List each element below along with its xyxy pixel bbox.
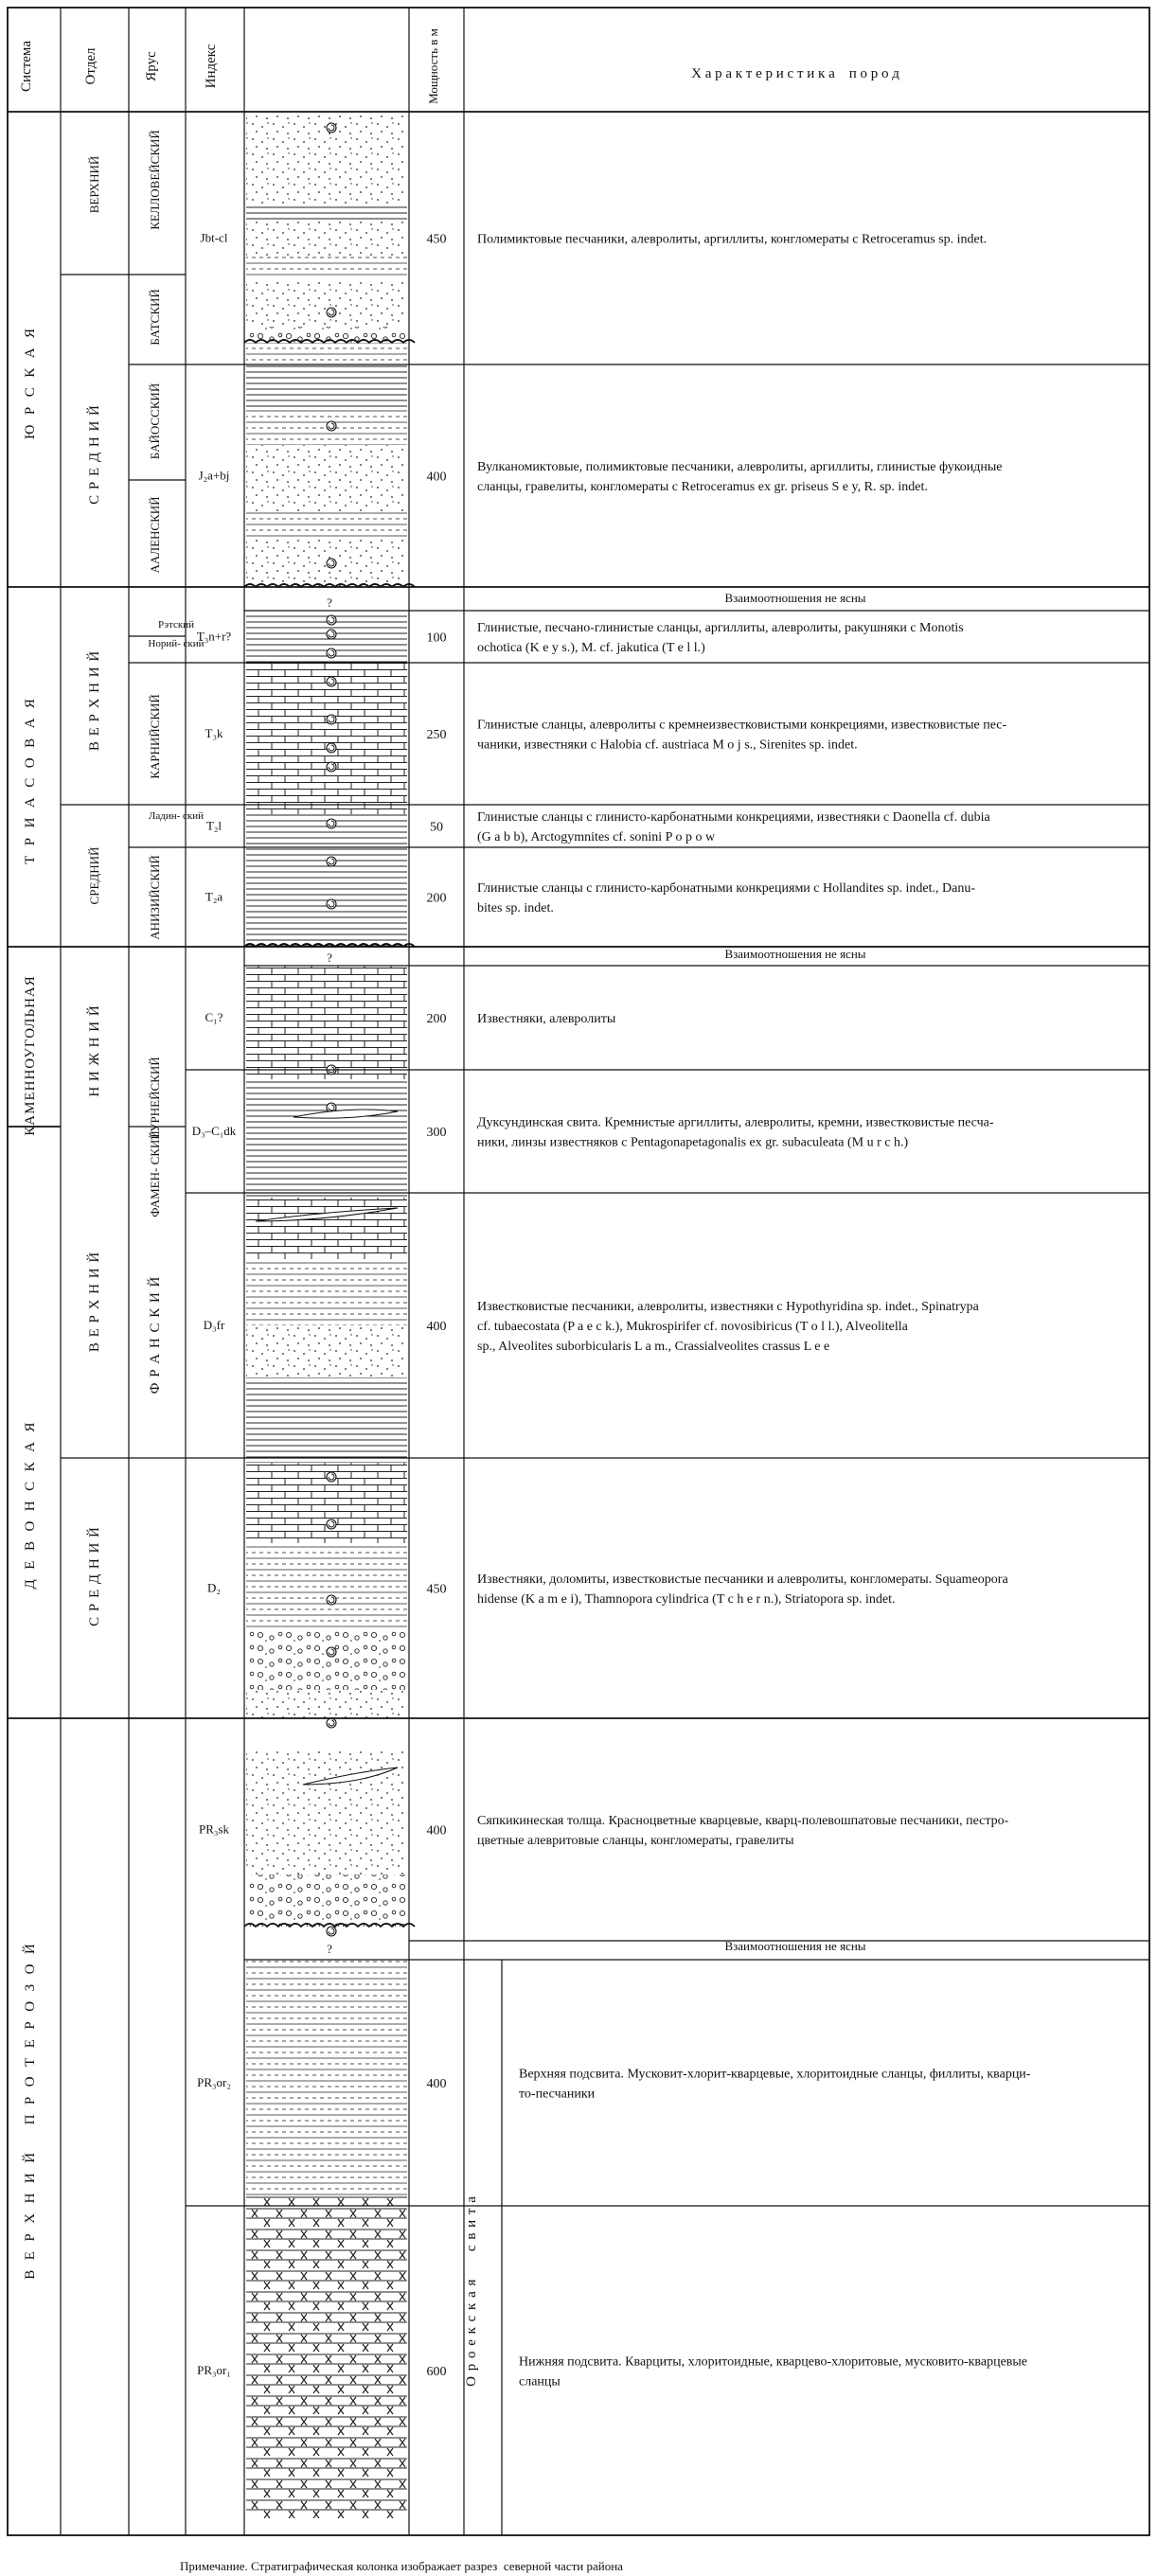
unit-description-line: Известняки, алевролиты	[477, 1012, 616, 1026]
lithology-band	[246, 1628, 407, 1690]
section-label-dev-upper: В Е Р Х Н И Й	[87, 1251, 102, 1353]
unconformity-mark: ?	[327, 595, 332, 610]
unit-index: PR₃sk	[199, 1821, 229, 1837]
unit-description-line: hidense (K a m e i), Thamnopora cylindrica (T c h e r n.), Striatopora sp. indet.	[477, 1592, 896, 1607]
lithology-band	[246, 364, 407, 409]
unit-thickness: 300	[426, 1126, 447, 1140]
lithology-band	[246, 1960, 407, 2196]
fossil-icon	[327, 857, 336, 866]
unit-thickness: 250	[426, 728, 447, 742]
unit-description-line: Известковистые песчаники, алевролиты, известняки с Hypothyridina sp. indet., Spinatrypa	[477, 1300, 979, 1314]
unit-description-line: Глинистые сланцы с глинисто-карбонатными конкрециями, известняки с Daonella cf. dubia	[477, 810, 990, 825]
unit-index: C₁?	[205, 1010, 223, 1024]
lithology-band	[246, 540, 407, 573]
section-label-jur-middle: С Р Е Д Н И Й	[87, 404, 102, 505]
unit-index: D₃fr	[203, 1318, 225, 1332]
fossil-icon	[327, 559, 336, 568]
unit-description-line: чаники, известняки с Halobia cf. austriaca M o j s., Sirenites sp. indet.	[477, 737, 858, 753]
system-label-carboniferous: КАМЕННОУГОЛЬНАЯ	[23, 975, 38, 1136]
lithology-band	[246, 256, 407, 279]
lithology-band	[246, 1079, 407, 1198]
lithology-band	[246, 511, 407, 540]
system-label-jurassic: Ю Р С К А Я	[23, 327, 38, 440]
stage-label-aalenian: ААЛЕНСКИЙ	[148, 496, 162, 574]
section-label-tri-upper: В Е Р Х Н И Й	[87, 649, 102, 752]
system-label-triassic: Т Р И А С О В А Я	[23, 698, 38, 864]
unit-index: D₂	[207, 1580, 221, 1595]
lithology-band	[246, 112, 407, 137]
header-thickness: Мощность в м	[426, 28, 440, 104]
unit-description-line: Глинистые, песчано-глинистые сланцы, аргиллиты, алевролиты, ракушняки с Monotis	[477, 621, 964, 635]
stage-label-bathonian: БАТСКИЙ	[148, 289, 162, 346]
unit-index: T₂l	[205, 818, 222, 833]
lithology-band	[246, 1259, 407, 1325]
unit-description-line: Нижняя подсвита. Кварциты, хлоритоидные, кварцево-хлоритовые, мусковито-кварцевые	[519, 2354, 1028, 2370]
unconformity-label: Взаимоотношения не ясны	[724, 947, 866, 961]
unit-thickness: 50	[430, 820, 443, 835]
unit-index: T₃n+r?	[196, 629, 232, 644]
unit-description-line: Сяпкикинеская толща. Красноцветные кварцевые, кварц-полевошпатовые песчаники, пестро-	[477, 1814, 1009, 1828]
unit-thickness: 400	[426, 2077, 447, 2091]
section-label-dev-middle: С Р Е Д Н И Й	[87, 1526, 102, 1626]
fossil-icon	[327, 123, 336, 133]
unit-description-line: sp., Alveolites suborbicularis L a m., Crassialveolites crassus L e e	[477, 1340, 830, 1354]
unconformity-mark: ?	[327, 1942, 332, 1956]
unit-thickness: 450	[426, 232, 447, 247]
lithology-band	[246, 814, 407, 847]
outer-frame	[8, 8, 1149, 2535]
table-grid	[8, 8, 1149, 2535]
unit-index: D₃–C₁dk	[191, 1124, 237, 1138]
unit-description-line: цветные алевритовые сланцы, конгломераты, гравелиты	[477, 1834, 794, 1848]
stage-label-ladinian: Ладин- ский	[148, 810, 205, 822]
lithology-band	[246, 279, 407, 327]
lithology-band	[246, 445, 407, 511]
lithology-band	[246, 966, 407, 1079]
unit-thickness: 400	[426, 1320, 447, 1334]
stage-label-frasnian: Ф Р А Н С К И Й	[148, 1275, 163, 1395]
fossil-icon	[327, 648, 336, 658]
system-labels	[22, 328, 38, 2280]
unconformity-label: Взаимоотношения не ясны	[724, 1939, 866, 1953]
lithology-band	[246, 343, 407, 364]
unit-description-line: то-песчаники	[519, 2087, 596, 2102]
section-label-tri-middle: СРЕДНИЙ	[87, 846, 101, 905]
stage-label-rhaetian: Рэтский	[157, 619, 195, 631]
unit-thickness: 600	[426, 2365, 447, 2379]
fossil-icon	[327, 715, 336, 724]
lithology-column	[244, 112, 415, 2518]
unit-description-line: Известняки, доломиты, известковистые песчаники и алевролиты, конгломераты. Squameopora	[477, 1572, 1008, 1587]
unit-index: PR₃or₂	[197, 2075, 231, 2089]
fossil-icon	[327, 1647, 336, 1657]
stage-label-famennian: ФАМЕН- СКИЙ	[148, 1130, 162, 1217]
unit-index: PR₃or₁	[197, 2363, 231, 2377]
column-header	[19, 28, 899, 104]
section-label-carb-lower: Н И Ж Н И Й	[87, 1004, 102, 1097]
section-label-jur-upper: ВЕРХНИЙ	[87, 155, 101, 214]
lithology-band	[246, 1198, 407, 1259]
lithology-band	[246, 220, 407, 256]
fossil-icon	[327, 743, 336, 753]
lithology-band	[246, 1325, 407, 1377]
fossil-icon	[327, 899, 336, 909]
unconformity-mark: ?	[327, 950, 332, 965]
fossil-icon	[327, 421, 336, 431]
unit-index: J₂a+bj	[198, 468, 230, 483]
unit-thickness: 200	[426, 1012, 447, 1026]
unit-description-line: Полимиктовые песчаники, алевролиты, аргиллиты, конгломераты с Retroceramus sp. indet.	[477, 232, 988, 247]
unit-description-line: ochotica (K e y s.), M. cf. jakutica (T e l l.)	[477, 641, 705, 655]
unit-description-line: Глинистые сланцы с глинисто-карбонатными конкрециями с Hollandites sp. indet., Danu-	[477, 881, 975, 896]
footnote: Примечание. Стратиграфическая колонка изображает разрез северной части района	[180, 2559, 623, 2573]
unit-index: T₃k	[205, 726, 223, 740]
system-label-proterozoic: В Е Р Х Н И Й П Р О Т Е Р О З О Й	[23, 1943, 38, 2280]
header-characteristic: Х а р а к т е р и с т и к а п о р о д	[691, 66, 899, 81]
unit-thickness: 200	[426, 891, 447, 906]
header-system: Система	[19, 41, 34, 92]
lithology-band	[246, 204, 407, 220]
stage-labels	[147, 130, 205, 1394]
fossil-icon	[327, 762, 336, 772]
lithology-band	[246, 2196, 407, 2518]
lithology-band	[246, 1874, 407, 1927]
unit-description-line: сланцы	[519, 2374, 561, 2389]
unit-description-line: Вулканомиктовые, полимиктовые песчаники, алевролиты, аргиллиты, глинистые фукоидные	[477, 460, 1003, 474]
stage-label-carnian: КАРНИЙСКИЙ	[148, 694, 162, 779]
unit-description-line: ники, линзы известняков с Pentagonapetagonalis ex gr. subaculeata (M u r c h.)	[477, 1135, 909, 1150]
fossil-icon	[327, 1718, 336, 1728]
fossil-icon	[327, 308, 336, 317]
stage-label-tournaisian: ТУРНЕЙСКИЙ	[148, 1057, 162, 1140]
stage-label-norian: Норий- ский	[148, 638, 205, 649]
unit-description-line: (G a b b), Arctogymnites cf. sonini P o p o w	[477, 830, 716, 844]
header-section: Отдел	[83, 47, 98, 85]
lithology-band	[246, 1543, 407, 1628]
header-stage: Ярус	[144, 51, 159, 81]
fossil-icon	[327, 1595, 336, 1605]
unit-description-line: Верхняя подсвита. Мусковит-хлорит-кварцевые, хлоритоидные сланцы, филлиты, кварци-	[519, 2067, 1031, 2082]
fossil-icon	[327, 1927, 336, 1936]
unconformity-notes	[327, 591, 866, 1956]
unit-description-line: bites sp. indet.	[477, 901, 554, 915]
unit-thickness: 400	[426, 470, 447, 485]
lithology-band	[246, 1377, 407, 1463]
unit-description-line: cf. tubaecostata (P a e c k.), Mukrospirifer cf. novosibiricus (T o l l.), Alveolitella	[477, 1320, 908, 1334]
lithology-band	[246, 137, 407, 204]
lithology-band	[246, 1690, 407, 1718]
system-label-devonian: Д Е В О Н С К А Я	[23, 1421, 38, 1590]
fossil-icon	[327, 1519, 336, 1529]
stage-label-bajocian: БАЙОССКИЙ	[148, 382, 162, 460]
stage-label-anisian: АНИЗИЙСКИЙ	[148, 855, 162, 940]
fossil-icon	[327, 677, 336, 686]
unit-description-line: Глинистые сланцы, алевролиты с кремнеизвестковистыми конкрециями, известковистые пес-	[477, 718, 1007, 733]
unconformity-label: Взаимоотношения не ясны	[724, 591, 866, 605]
unit-index: T₂a	[205, 889, 223, 904]
unit-description-line: Дуксундинская свита. Кремнистые аргиллиты, алевролиты, кремни, известковистые песча-	[477, 1115, 994, 1130]
fossil-icon	[327, 819, 336, 828]
unit-thickness: 450	[426, 1582, 447, 1597]
section-labels	[86, 156, 102, 1626]
stage-label-callovian: КЕЛЛОВЕЙСКИЙ	[148, 130, 162, 230]
suite-label: О р о е к с к а я с в и т а	[464, 2195, 479, 2387]
fossil-icon	[327, 615, 336, 625]
unit-thickness: 100	[426, 631, 447, 646]
unit-thickness: 400	[426, 1823, 447, 1839]
lithology-band	[246, 663, 407, 814]
fossil-icon	[327, 630, 336, 639]
fossil-icon	[327, 1472, 336, 1482]
header-index: Индекс	[204, 44, 219, 89]
unit-description-line: сланцы, гравелиты, конгломераты с Retroceramus ex gr. priseus S e y, R. sp. indet.	[477, 480, 928, 494]
unit-index: Jbt-cl	[200, 230, 228, 245]
